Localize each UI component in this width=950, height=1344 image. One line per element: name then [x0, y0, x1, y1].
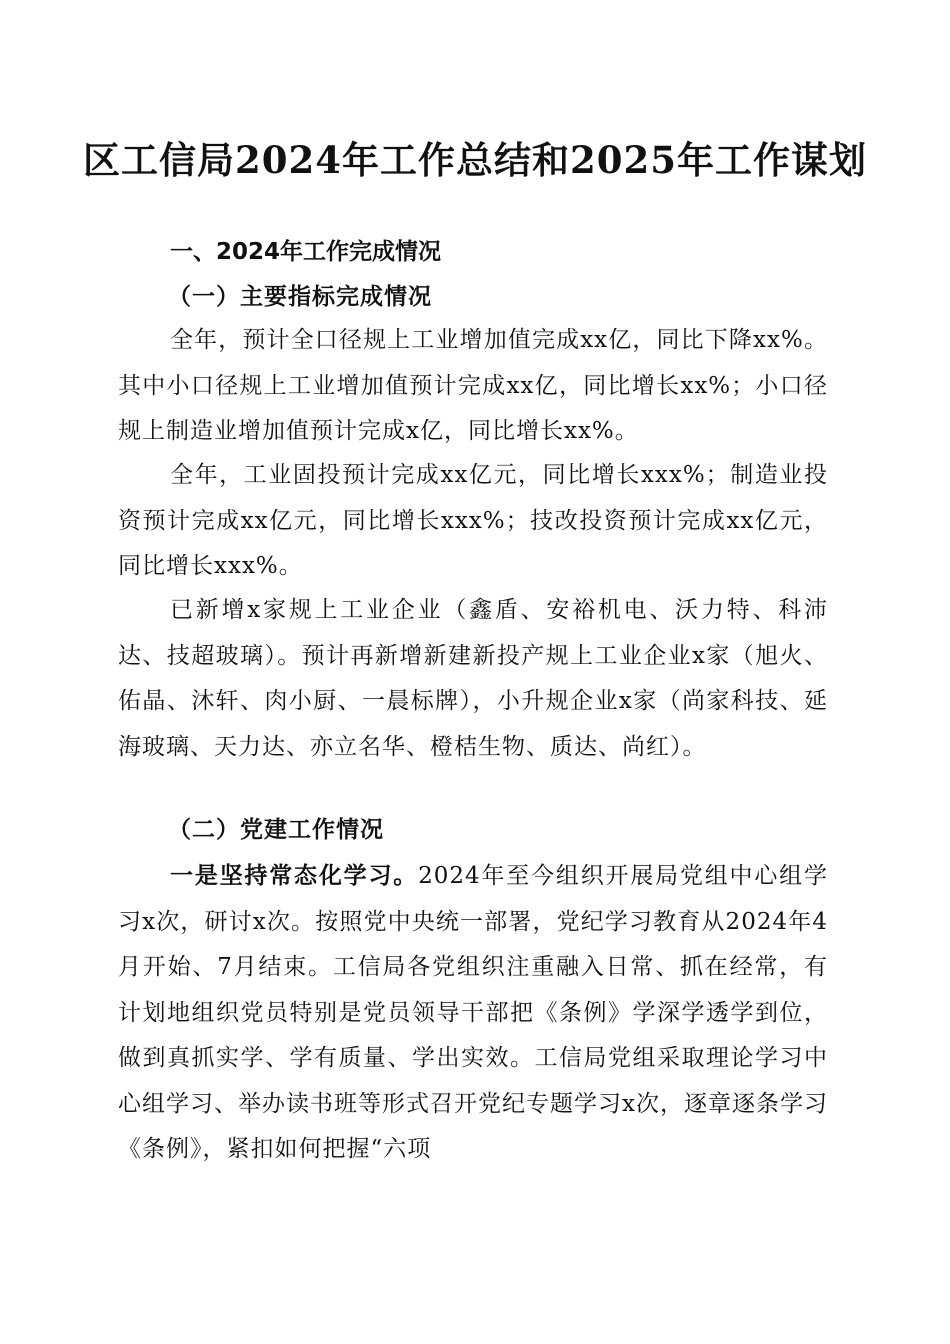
paragraph-investment: 全年，工业固投预计完成xx亿元，同比增长xxx%；制造业投资预计完成xx亿元，同比增长xxx%；技改投资预计完成xx亿元，同比增长xxx%。	[118, 462, 828, 579]
paragraph-body-text: 2024年至今组织开展局党组中心组学习x次，研讨x次。按照党中央统一部署，党纪学习教育从2024年4月开始、7月结束。工信局各党组织注重融入日常、抓在经常，有计划地组织党员特别是党员领导干部把《条例》学深学透学到位，做到真抓实学、学有质量、学出实效。工信局党组采取理论学习中心组学习、举办读书班等形式召开党纪专题学习x次，逐章逐条学习《条例》，紧扣如何把握“六项	[118, 863, 828, 1162]
section-heading-1: 一、2024年工作完成情况	[170, 239, 442, 265]
paragraph-party-study	[118, 853, 828, 1173]
subsection-heading-1: （一）主要指标完成情况	[168, 283, 432, 310]
paragraph-lead-text: 一是坚持常态化学习。	[170, 862, 419, 889]
document-title: 区工信局2024年工作总结和2025年工作谋划	[83, 138, 867, 182]
paragraph-new-enterprises: 已新增x家规上工业企业（鑫盾、安裕机电、沃力特、科沛达、技超玻璃）。预计再新增新建新投产规上工业企业x家（旭火、佑晶、沐轩、肉小厨、一晨标牌），小升规企业x家（尚家科技、延海玻璃、天力达、亦立名华、橙桔生物、质达、尚红）。	[118, 597, 828, 760]
subsection-heading-2: （二）党建工作情况	[168, 816, 384, 843]
paragraph-industrial-value: 全年，预计全口径规上工业增加值完成xx亿，同比下降xx%。其中小口径规上工业增加值预计完成xx亿，同比增长xx%；小口径规上制造业增加值预计完成x亿，同比增长xx%。	[118, 327, 828, 444]
